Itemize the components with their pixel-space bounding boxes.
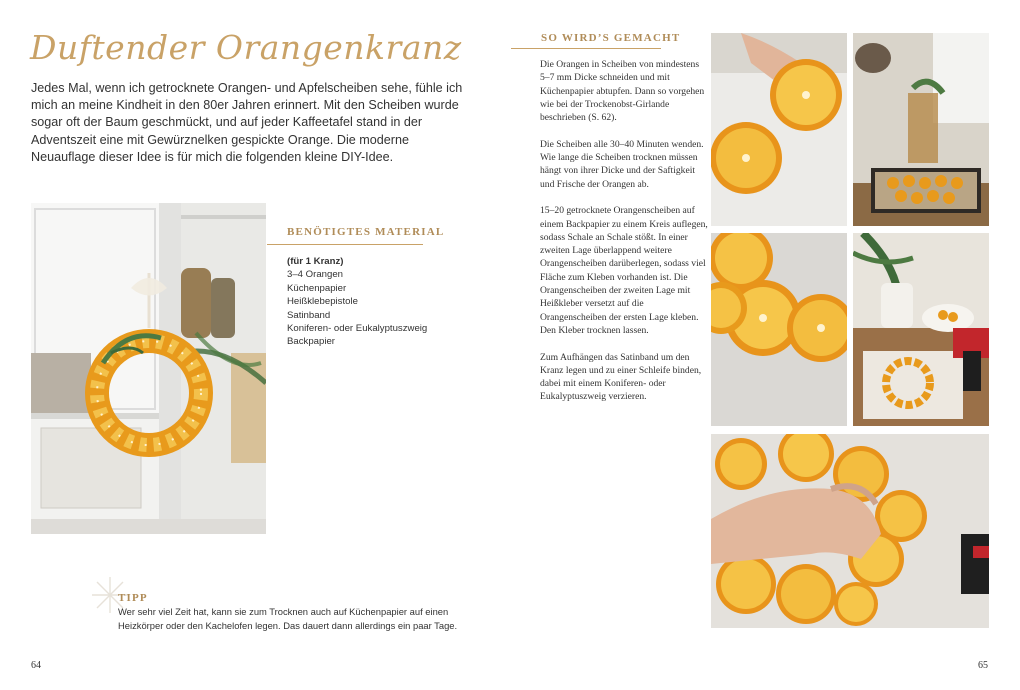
steps-heading: SO WIRD’S GEMACHT	[541, 32, 681, 44]
wreath-photo	[31, 203, 266, 534]
intro-paragraph: Jedes Mal, wenn ich getrocknete Orangen- und Apfelscheiben sehe, fühle ich mich an meine Kindheit in den 80er Jahren erinnert. Mit den Scheiben wurde sogar oft der Baum geschmückt, und auf jeder Kaffeetafel stand in der Adventszeit eine mit Gewürznelken gespickte Orange. Die moderne Neuauflage dieser Idee is für mich die folgenden kleine DIY-Idee.	[31, 81, 463, 164]
material-item: Koniferen- oder Eukalyptuszweig	[287, 323, 428, 335]
photo-wreath-assembly	[853, 233, 989, 426]
steps-text	[540, 58, 708, 417]
material-item: Heißklebepistole	[287, 296, 358, 308]
page-number-right: 65	[978, 660, 988, 671]
material-divider	[267, 244, 423, 245]
step-paragraph: Zum Aufhängen das Satinband um den Kranz legen und zu einer Schleife binden, dabei mit einem Koniferen- oder Eukalyptuszweig verzieren.	[540, 351, 702, 403]
tip-heading: TIPP	[118, 592, 148, 604]
page-number-left: 64	[31, 660, 41, 671]
photo-drying-tray	[853, 33, 989, 226]
material-list	[287, 255, 427, 349]
tip-text: Wer sehr viel Zeit hat, kann sie zum Trocknen auch auf Küchenpapier auf einen Heizkörper oder den Kachelofen legen. Das dauert dann allerdings ein paar Tage.	[118, 606, 458, 631]
material-item: Satinband	[287, 309, 331, 321]
photo-slices-closeup	[711, 233, 847, 426]
material-item: Backpapier	[287, 336, 335, 348]
step-paragraph: 15–20 getrocknete Orangenscheiben auf einem Backpapier zu einem Kreis auflegen, sodass Schale an Schale stößt. In einer zweiten Lage überlappend weitere Orangenscheiben darüberlegen, sodass viel Fläche zum Kleben vorhanden ist. Die Orangenscheiben der zweiten Lage mit Heißkleber versetzt auf die Orangenscheiben der ersten Lage kleben. Den Kleber trocknen lassen.	[540, 205, 708, 336]
steps-divider	[511, 48, 661, 49]
material-subtitle: (für 1 Kranz)	[287, 256, 344, 267]
step-paragraph: Die Orangen in Scheiben von mindestens 5–7 mm Dicke schneiden und mit Küchenpapier abtupfen. Dann so vorgehen wie bei der Trockenobst-Girlande beschrieben (S. 62).	[540, 59, 705, 124]
material-item: 3–4 Orangen	[287, 269, 344, 281]
page-title: Duftender Orangenkranz	[30, 28, 462, 67]
photo-slicing-oranges	[711, 33, 847, 226]
material-item: Küchenpapier	[287, 282, 347, 294]
material-heading: BENÖTIGTES MATERIAL	[287, 226, 445, 238]
photo-arranging-slices	[711, 434, 989, 628]
step-paragraph: Die Scheiben alle 30–40 Minuten wenden. Wie lange die Scheiben trocknen müssen hängt von ihrer Dicke und der Saftigkeit und Frische der Orangen ab.	[540, 138, 704, 190]
